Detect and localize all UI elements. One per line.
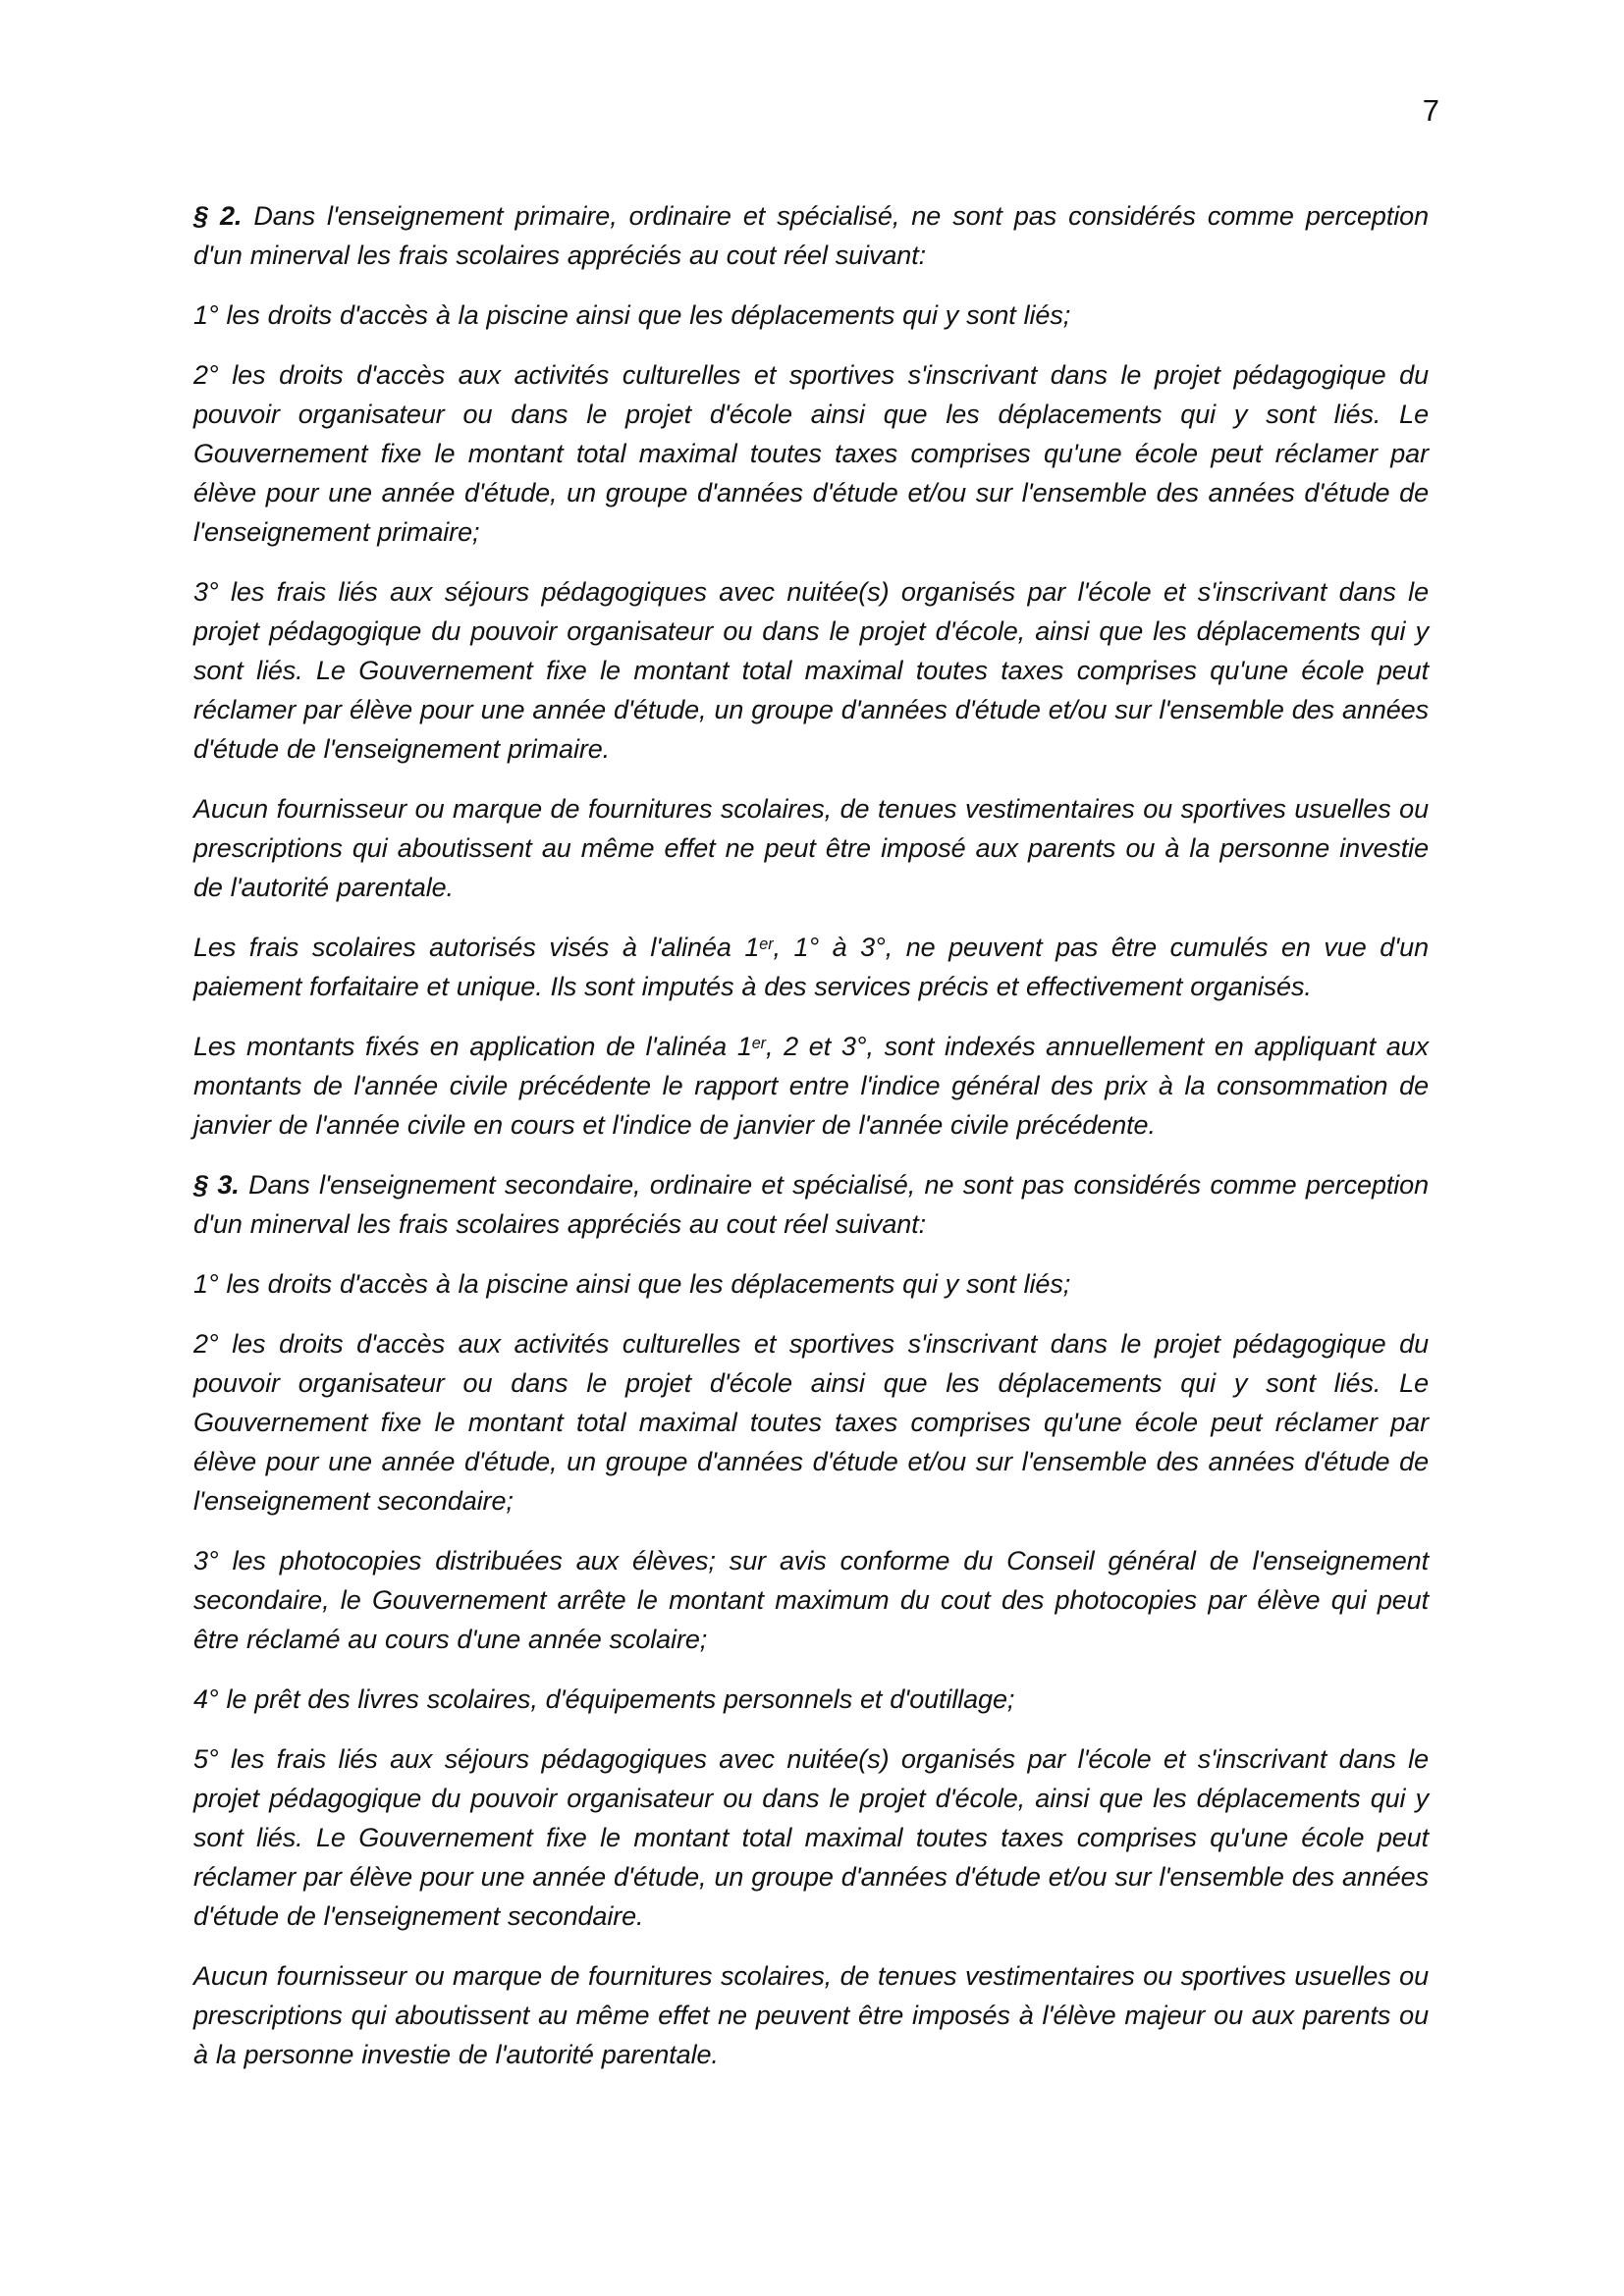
paragraph: [193, 1541, 1429, 1659]
paragraph-text: 2° les droits d'accès aux activités culturelles et sportives s'inscrivant dans le projet pédagogique du pouvoir organisateur ou dans le projet d'école ainsi que les déplacements qui y sont liés. Le Gouvernement fixe le montant total maximal toutes taxes comprises qu'une école peut réclamer par élève pour une année d'étude, un groupe d'années d'étude et/ou sur l'ensemble des années d'étude de l'enseignement primaire;: [193, 360, 1429, 547]
paragraph-text: Les montants fixés en application de l'alinéa 1: [193, 1032, 752, 1061]
paragraph: [193, 1264, 1429, 1304]
paragraph-text: , 1° à 3°, ne peuvent pas être cumulés en vue d'un paiement forfaitaire et unique. Ils sont imputés à des services précis et effectivement organisés.: [193, 933, 1430, 1001]
paragraph-text: Aucun fournisseur ou marque de fournitures scolaires, de tenues vestimentaires ou sportives usuelles ou prescriptions qui aboutissent au même effet ne peut être imposé aux parents ou à la personne investie de l'autorité parentale.: [193, 794, 1429, 902]
section-marker: § 2.: [193, 201, 243, 231]
paragraph-text: , 2 et 3°, sont indexés annuellement en appliquant aux montants de l'année civile précédente le rapport entre l'indice général des prix à la consommation de janvier de l'année civile en cours et l'indice de janvier de l'année civile précédente.: [193, 1032, 1430, 1140]
paragraph-text: 3° les photocopies distribuées aux élèves; sur avis conforme du Conseil général de l'enseignement secondaire, le Gouvernement arrête le montant maximum du cout des photocopies par élève qui peut être réclamé au cours d'une année scolaire;: [193, 1546, 1429, 1654]
paragraph: [193, 1027, 1429, 1145]
paragraph: [193, 928, 1429, 1006]
paragraph-text: 2° les droits d'accès aux activités culturelles et sportives s'inscrivant dans le projet pédagogique du pouvoir organisateur ou dans le projet d'école ainsi que les déplacements qui y sont liés. Le Gouvernement fixe le montant total maximal toutes taxes comprises qu'une école peut réclamer par élève pour une année d'étude, un groupe d'années d'étude et/ou sur l'ensemble des années d'étude de l'enseignement secondaire;: [193, 1329, 1429, 1516]
paragraph: [193, 1324, 1429, 1521]
paragraph-text: Dans l'enseignement secondaire, ordinaire et spécialisé, ne sont pas considérés comme perception d'un minerval les frais scolaires appréciés au cout réel suivant:: [193, 1170, 1429, 1239]
paragraph: [193, 572, 1429, 769]
paragraph: [193, 1739, 1429, 1936]
paragraph: [193, 1680, 1429, 1719]
paragraph-text: 4° le prêt des livres scolaires, d'équipements personnels et d'outillage;: [193, 1684, 1015, 1714]
page-number: 7: [1422, 93, 1439, 128]
paragraph-text: 3° les frais liés aux séjours pédagogiques avec nuitée(s) organisés par l'école et s'inscrivant dans le projet pédagogique du pouvoir organisateur ou dans le projet d'école, ainsi que les déplacements qui y sont liés. Le Gouvernement fixe le montant total maximal toutes taxes comprises qu'une école peut réclamer par élève pour une année d'étude, un groupe d'années d'étude et/ou sur l'ensemble des années d'étude de l'enseignement primaire.: [193, 577, 1429, 764]
paragraph: [193, 789, 1429, 907]
paragraph-text: Les frais scolaires autorisés visés à l'alinéa 1: [193, 933, 760, 962]
paragraph: [193, 355, 1429, 552]
paragraph-text: Dans l'enseignement primaire, ordinaire et spécialisé, ne sont pas considérés comme perception d'un minerval les frais scolaires appréciés au cout réel suivant:: [193, 201, 1429, 270]
document-body: [193, 196, 1429, 2074]
superscript-text: er: [751, 1034, 766, 1052]
paragraph-text: 5° les frais liés aux séjours pédagogiques avec nuitée(s) organisés par l'école et s'inscrivant dans le projet pédagogique du pouvoir organisateur ou dans le projet d'école, ainsi que les déplacements qui y sont liés. Le Gouvernement fixe le montant total maximal toutes taxes comprises qu'une école peut réclamer par élève pour une année d'étude, un groupe d'années d'étude et/ou sur l'ensemble des années d'étude de l'enseignement secondaire.: [193, 1744, 1429, 1931]
section-marker: § 3.: [193, 1170, 240, 1200]
paragraph: [193, 295, 1429, 335]
paragraph: [193, 1165, 1429, 1244]
paragraph-text: Aucun fournisseur ou marque de fournitures scolaires, de tenues vestimentaires ou sportives usuelles ou prescriptions qui aboutissent au même effet ne peuvent être imposés à l'élève majeur ou aux parents ou à la personne investie de l'autorité parentale.: [193, 1961, 1429, 2069]
superscript-text: er: [759, 934, 774, 953]
paragraph-text: 1° les droits d'accès à la piscine ainsi que les déplacements qui y sont liés;: [193, 300, 1071, 330]
paragraph: [193, 1956, 1429, 2074]
paragraph-text: 1° les droits d'accès à la piscine ainsi que les déplacements qui y sont liés;: [193, 1269, 1071, 1299]
paragraph: [193, 196, 1429, 275]
